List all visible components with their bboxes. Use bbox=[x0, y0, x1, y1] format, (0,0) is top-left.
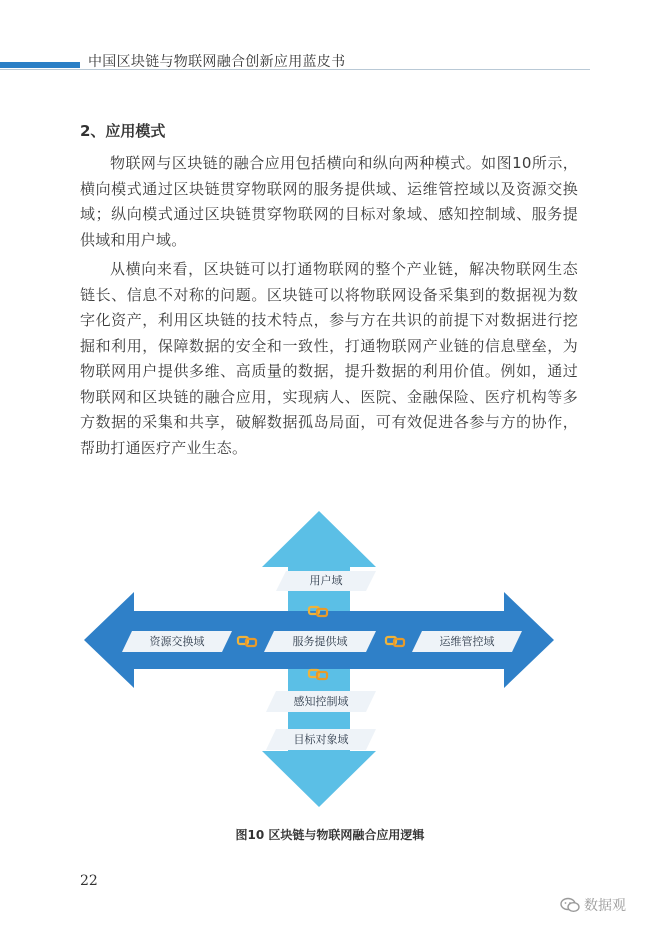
figure-caption: 图10 区块链与物联网融合应用逻辑 bbox=[235, 828, 425, 842]
label-resource-exchange-domain: 资源交换域 bbox=[149, 635, 205, 648]
watermark-text: 数据观 bbox=[584, 898, 626, 914]
label-sensing-control-domain: 感知控制域 bbox=[293, 695, 349, 708]
running-header-title: 中国区块链与物联网融合创新应用蓝皮书 bbox=[88, 54, 346, 70]
paragraph-1: 物联网与区块链的融合应用包括横向和纵向两种模式。如图10所示，横向模式通过区块链贯穿物联网的服务提供域、运维管控域以及资源交换域；纵向模式通过区块链贯穿物联网的目标对象域、感知控制域、服务提供域和用户域。 bbox=[80, 154, 578, 249]
paragraph-2: 从横向来看，区块链可以打通物联网的整个产业链，解决物联网生态链长、信息不对称的问题。区块链可以将物联网设备采集到的数据视为数字化资产，利用区块链的技术特点，参与方在共识的前提下对数据进行挖掘和利用，保障数据的安全和一致性，打通物联网产业链的信息壁垒，为物联网用户提供多维、高质量的数据，提升数据的利用价值。例如，通过物联网和区块链的融合应用，实现病人、医院、金融保险、医疗机构等多方数据的采集和共享，破解数据孤岛局面，可有效促进各参与方的协作，帮助打通医疗产业生态。 bbox=[80, 260, 578, 457]
wechat-icon bbox=[560, 897, 580, 913]
label-operation-control-domain: 运维管控域 bbox=[439, 635, 495, 648]
label-service-provision-domain: 服务提供域 bbox=[292, 635, 348, 648]
blockchain-iot-diagram bbox=[80, 505, 558, 813]
watermark bbox=[560, 895, 626, 915]
section-heading: 2、应用模式 bbox=[80, 122, 166, 140]
header-accent-bar bbox=[0, 62, 80, 68]
diagram-graphic bbox=[80, 505, 558, 813]
body-text bbox=[80, 151, 578, 465]
label-user-domain: 用户域 bbox=[309, 574, 343, 587]
label-target-object-domain: 目标对象域 bbox=[293, 733, 349, 746]
page-number: 22 bbox=[80, 873, 98, 889]
